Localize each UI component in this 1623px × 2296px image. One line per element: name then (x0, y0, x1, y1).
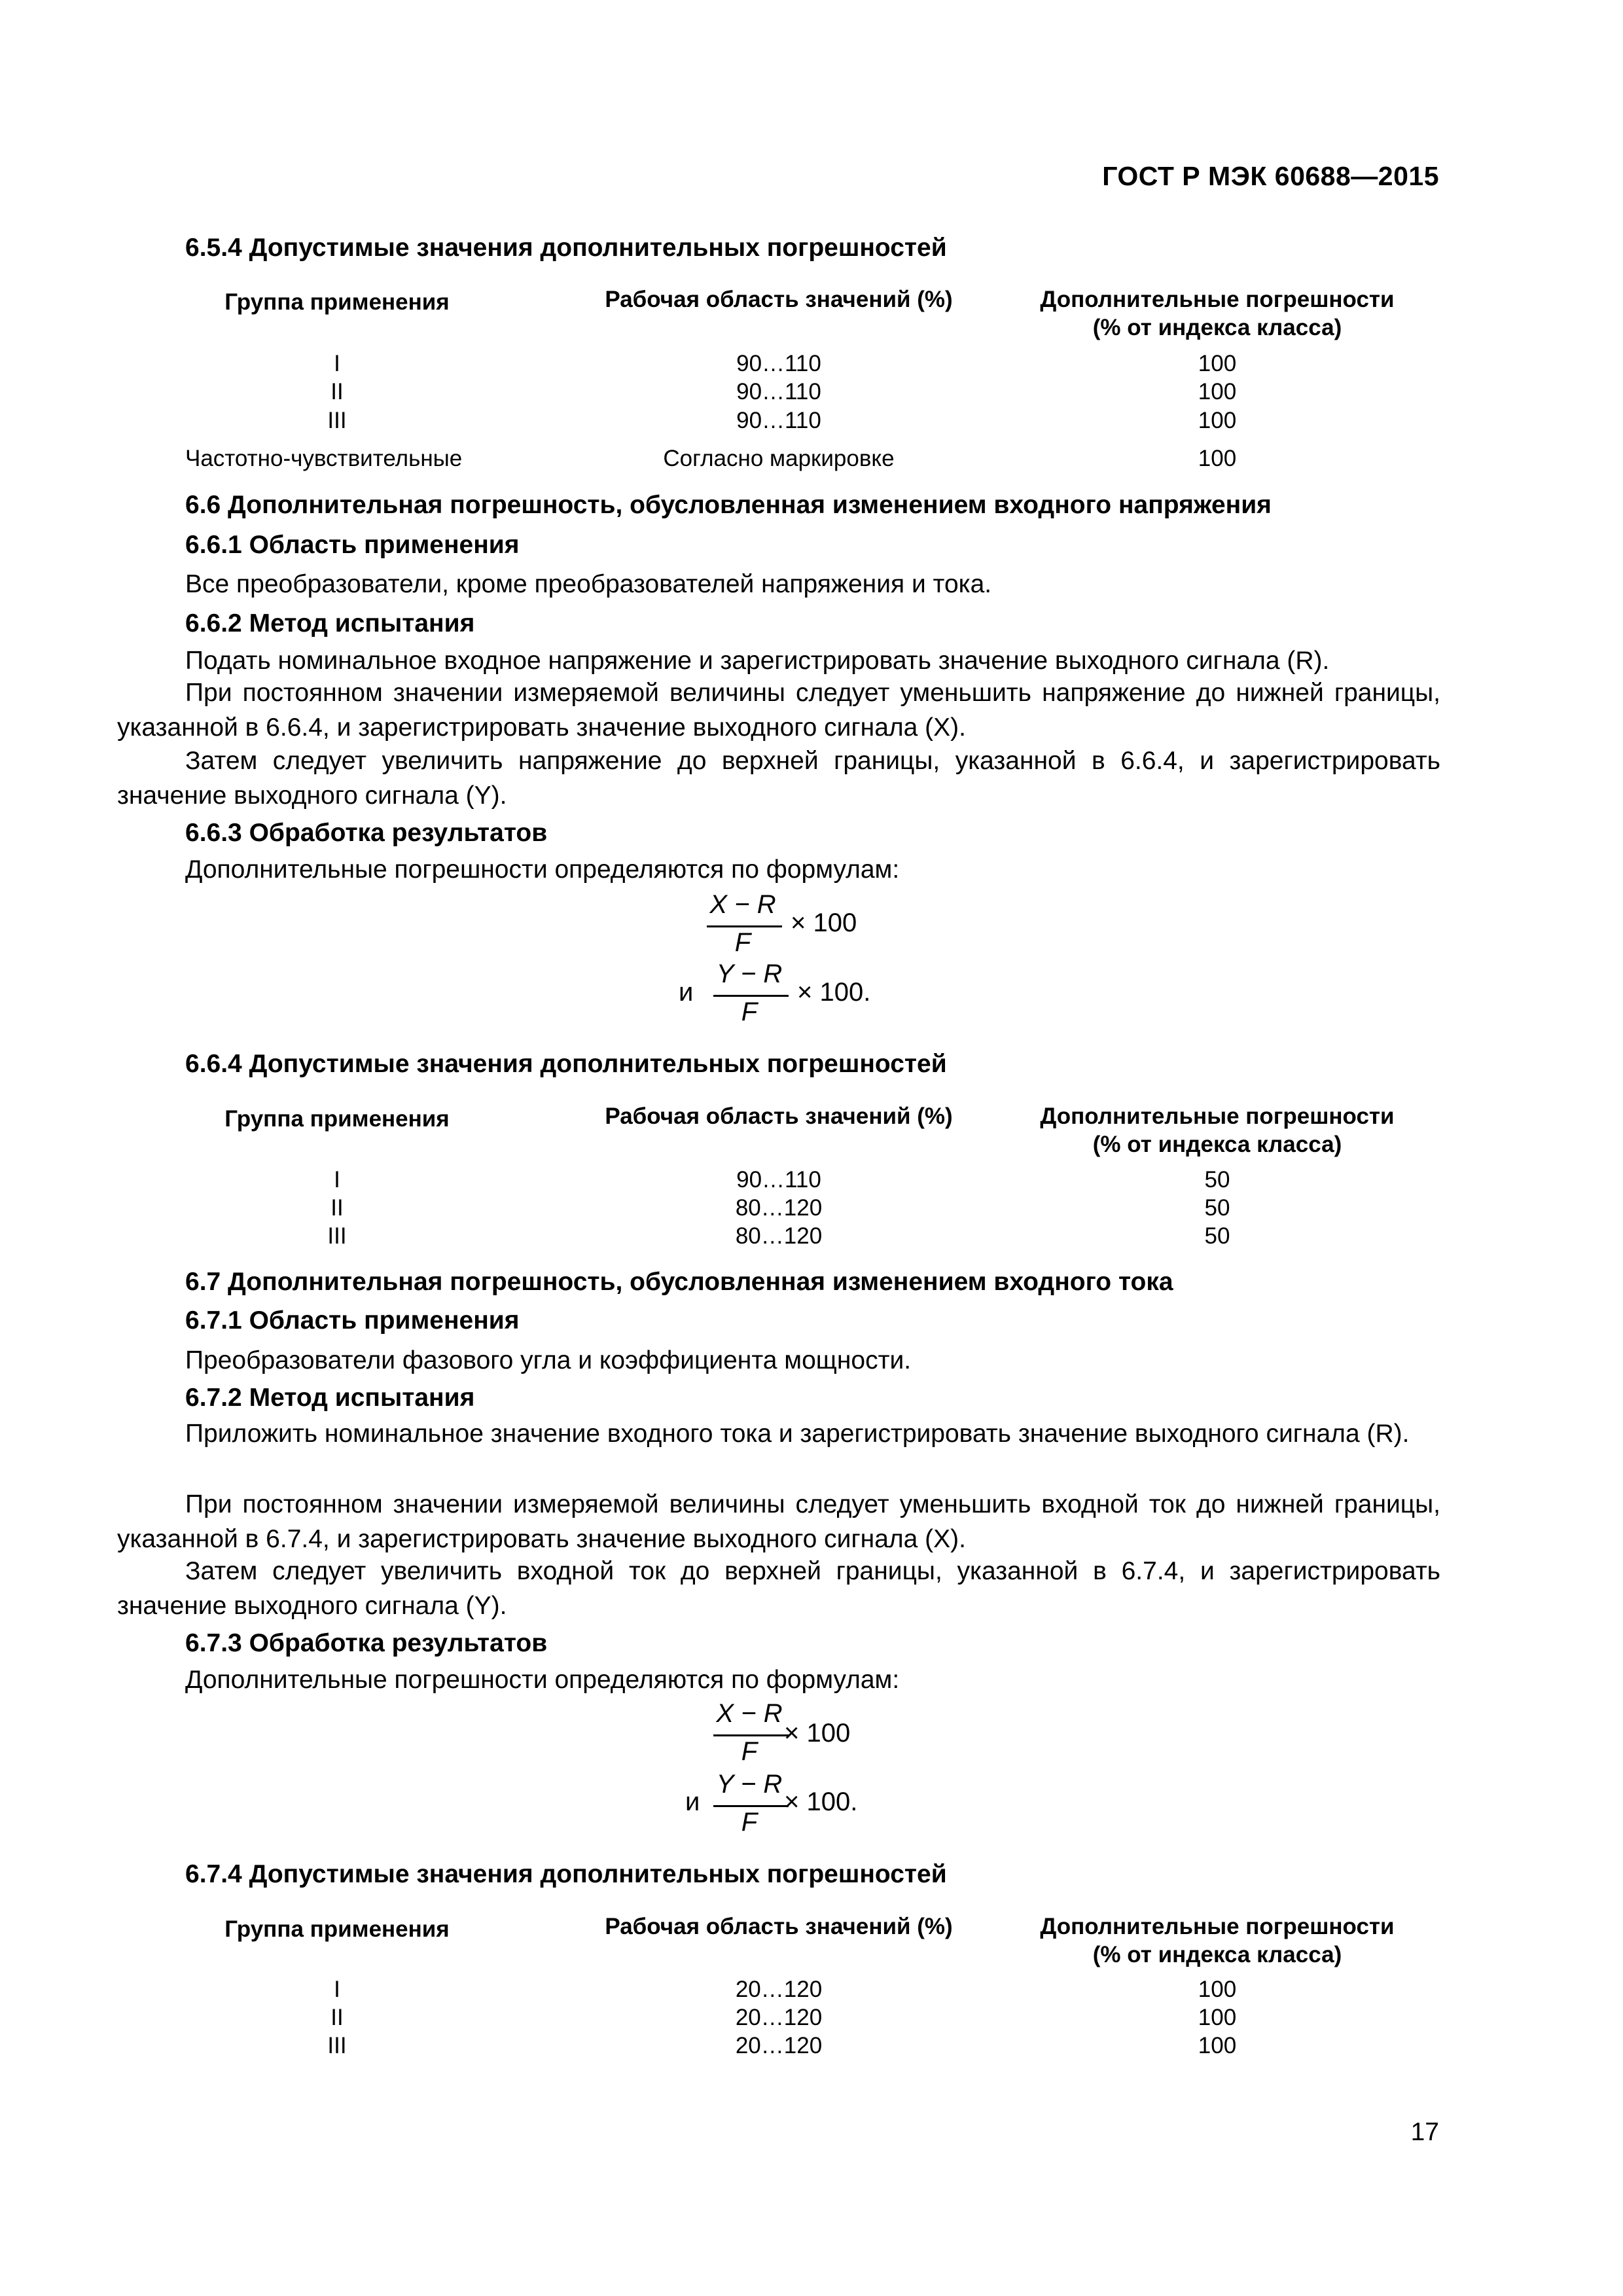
table-654-row-4-error: 100 (1198, 446, 1237, 471)
table-664-row-3-error: 50 (1204, 1223, 1230, 1249)
table-674-row-2-error: 100 (1198, 2005, 1237, 2030)
formula-numerator: X − R (709, 890, 776, 919)
table-654-row-3-group: III (327, 408, 347, 433)
heading-6-5-4: 6.5.4 Допустимые значения дополнительных погрешностей (185, 234, 947, 262)
table-674-row-3-error: 100 (1198, 2033, 1237, 2058)
fraction-bar (707, 925, 782, 927)
formula-tail: × 100. (797, 978, 871, 1007)
table-674-row-1-group: I (334, 1977, 340, 2002)
table-654-header-range: Рабочая область значений (%) (605, 287, 953, 312)
table-674-row-1-error: 100 (1198, 1977, 1237, 2002)
table-654-row-4-range: Согласно маркировке (663, 446, 895, 471)
formula-denominator: F (741, 997, 758, 1026)
text-6-7-3: Дополнительные погрешности определяются по формулам: (185, 1666, 900, 1694)
table-654-header-errors (982, 285, 1453, 342)
heading-6-7-1: 6.7.1 Область применения (185, 1306, 520, 1335)
table-654-row-1-group: I (334, 351, 340, 376)
heading-6-6-2: 6.6.2 Метод испытания (185, 609, 475, 637)
formula-tail: × 100 (791, 908, 857, 937)
table-664-row-1-range: 90…110 (736, 1167, 821, 1193)
header-errors-line2: (% от индекса класса) (1092, 315, 1342, 340)
formula-denominator: F (741, 1808, 758, 1837)
table-664-row-2-range: 80…120 (735, 1195, 823, 1221)
table-664-header-range: Рабочая область значений (%) (605, 1103, 953, 1129)
text-6-7-2-p3: Затем следует увеличить входной ток до верхней границы, указанной в 6.7.4, и зарегистрировать значение выходного сигнала (Y). (117, 1557, 1440, 1620)
text-6-7-2-p2: При постоянном значении измеряемой величины следует уменьшить входной ток до нижней границы, указанной в 6.7.4, и зарегистрировать значение выходного сигнала (X). (117, 1490, 1440, 1553)
text-6-6-2-p2: При постоянном значении измеряемой величины следует уменьшить напряжение до нижней границы, указанной в 6.6.4, и зарегистрировать значение выходного сигнала (X). (117, 679, 1440, 742)
heading-6-7-4: 6.7.4 Допустимые значения дополнительных погрешностей (185, 1860, 947, 1888)
table-654-row-3-error: 100 (1198, 408, 1237, 433)
formula-tail: × 100 (784, 1719, 851, 1748)
table-664-header-group: Группа применения (224, 1106, 450, 1132)
header-errors-line1: Дополнительные погрешности (1040, 1103, 1395, 1129)
table-674-row-3-range: 20…120 (735, 2033, 823, 2058)
document-code: ГОСТ Р МЭК 60688—2015 (1102, 161, 1439, 191)
table-674-header-range: Рабочая область значений (%) (605, 1914, 953, 1939)
heading-6-6-3: 6.6.3 Обработка результатов (185, 819, 548, 847)
formula-and: и (679, 978, 694, 1007)
table-664-row-1-group: I (334, 1167, 340, 1193)
table-664-row-3-range: 80…120 (735, 1223, 823, 1249)
formula-denominator: F (741, 1737, 758, 1766)
text-6-6-2-p3: Затем следует увеличить напряжение до верхней границы, указанной в 6.6.4, и зарегистрировать значение выходного сигнала (Y). (117, 747, 1440, 810)
heading-6-7: 6.7 Дополнительная погрешность, обусловленная изменением входного тока (185, 1268, 1173, 1296)
table-674-row-2-range: 20…120 (735, 2005, 823, 2030)
table-654-row-2-group: II (330, 379, 344, 404)
heading-6-7-2: 6.7.2 Метод испытания (185, 1384, 475, 1412)
formula-numerator: Y − R (716, 960, 783, 988)
table-654-row-2-range: 90…110 (736, 379, 821, 404)
table-664-row-2-group: II (330, 1195, 344, 1221)
text-6-7-1: Преобразователи фазового угла и коэффициента мощности. (185, 1346, 912, 1374)
formula-numerator: X − R (716, 1699, 783, 1728)
text-6-6-1: Все преобразователи, кроме преобразователей напряжения и тока. (185, 570, 992, 598)
table-674-row-3-group: III (327, 2033, 347, 2058)
table-664-row-3-group: III (327, 1223, 347, 1249)
text-6-6-2-p1: Подать номинальное входное напряжение и зарегистрировать значение выходного сигнала (R). (185, 647, 1330, 675)
table-654-row-1-range: 90…110 (736, 351, 821, 376)
heading-6-7-3: 6.7.3 Обработка результатов (185, 1629, 548, 1657)
header-errors-line2: (% от индекса класса) (1092, 1132, 1342, 1157)
header-errors-line2: (% от индекса класса) (1092, 1942, 1342, 1967)
formula-numerator: Y − R (716, 1770, 783, 1799)
header-errors-line1: Дополнительные погрешности (1040, 1914, 1395, 1939)
table-654-row-3-range: 90…110 (736, 408, 821, 433)
table-674-header-group: Группа применения (224, 1916, 450, 1942)
heading-6-6-4: 6.6.4 Допустимые значения дополнительных погрешностей (185, 1050, 947, 1078)
table-674-row-1-range: 20…120 (735, 1977, 823, 2002)
table-654-row-1-error: 100 (1198, 351, 1237, 376)
formula-tail: × 100. (784, 1787, 858, 1816)
table-664-header-errors (982, 1102, 1453, 1158)
text-6-6-3: Дополнительные погрешности определяются по формулам: (185, 855, 900, 884)
table-664-row-1-error: 50 (1204, 1167, 1230, 1193)
heading-6-6: 6.6 Дополнительная погрешность, обусловленная изменением входного напряжения (185, 491, 1272, 519)
formula-denominator: F (734, 928, 751, 957)
fraction-bar (713, 1805, 789, 1807)
header-errors-line1: Дополнительные погрешности (1040, 287, 1395, 312)
table-674-row-2-group: II (330, 2005, 344, 2030)
fraction-bar (713, 995, 789, 997)
table-654-header-group: Группа применения (224, 289, 450, 315)
fraction-bar (713, 1734, 789, 1736)
heading-6-6-1: 6.6.1 Область применения (185, 531, 520, 559)
table-654-row-2-error: 100 (1198, 379, 1237, 404)
formula-and: и (685, 1787, 700, 1816)
text-6-7-2-p1: Приложить номинальное значение входного тока и зарегистрировать значение выходного сигнала (R). (185, 1420, 1410, 1448)
page-number: 17 (1410, 2118, 1439, 2146)
table-674-header-errors (982, 1912, 1453, 1969)
table-664-row-2-error: 50 (1204, 1195, 1230, 1221)
table-654-row-4-group: Частотно-чувствительные (185, 446, 463, 471)
